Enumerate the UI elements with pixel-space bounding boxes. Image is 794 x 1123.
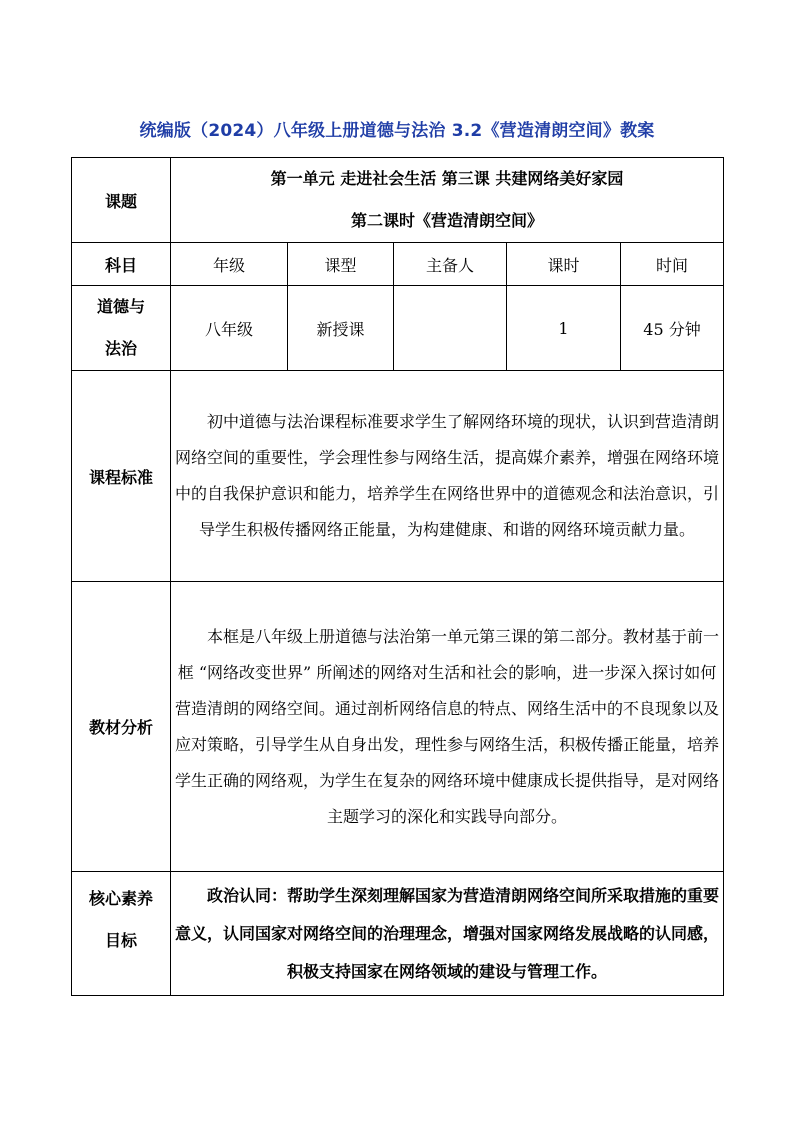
lesson-topic-line-1: 第一单元 走进社会生活 第三课 共建网络美好家园: [270, 169, 624, 188]
value-subject-line-2: 法治: [104, 339, 137, 358]
lesson-plan-table: [71, 157, 724, 996]
header-duration: 时间: [621, 243, 724, 286]
curriculum-standard-label: 课程标准: [72, 371, 171, 582]
core-literacy-label: [72, 872, 171, 996]
header-grade: 年级: [171, 243, 288, 286]
core-literacy-text: 政治认同：帮助学生深刻理解国家为营造清朗网络空间所采取措施的重要意义，认同国家对网络空间的治理理念，增强对国家网络发展战略的认同感，积极支持国家在网络领域的建设与管理工作。: [171, 872, 724, 996]
value-subject: [72, 286, 171, 371]
lesson-topic-value: [171, 158, 724, 243]
lesson-topic-line-2: 第二课时《营造清朗空间》: [351, 211, 544, 230]
core-literacy-label-line-2: 目标: [104, 931, 137, 950]
value-grade: 八年级: [171, 286, 288, 371]
value-preparer: [394, 286, 507, 371]
header-periods: 课时: [507, 243, 621, 286]
document-title: 统编版（2024）八年级上册道德与法治 3.2《营造清朗空间》教案: [139, 121, 655, 141]
value-type: 新授课: [288, 286, 394, 371]
textbook-analysis-row: [72, 582, 724, 872]
info-value-row: [72, 286, 724, 371]
value-duration: 45 分钟: [621, 286, 724, 371]
value-periods: 1: [507, 286, 621, 371]
core-literacy-label-line-1: 核心素养: [88, 889, 153, 908]
core-literacy-row: [72, 872, 724, 996]
curriculum-standard-row: [72, 371, 724, 582]
textbook-analysis-text: 本框是八年级上册道德与法治第一单元第三课的第二部分。教材基于前一框 “网络改变世界” 所阐述的网络对生活和社会的影响，进一步深入探讨如何营造清朗的网络空间。通过剖析网络信息的特点、网络生活中的不良现象以及应对策略，引导学生从自身出发，理性参与网络生活，积极传播正能量，培养学生正确的网络观，为学生在复杂的网络环境中健康成长提供指导，是对网络主题学习的深化和实践导向部分。: [171, 582, 724, 872]
value-subject-line-1: 道德与: [96, 297, 145, 316]
curriculum-standard-text: 初中道德与法治课程标准要求学生了解网络环境的现状，认识到营造清朗网络空间的重要性，学会理性参与网络生活，提高媒介素养，增强在网络环境中的自我保护意识和能力，培养学生在网络世界中的道德观念和法治意识，引导学生积极传播网络正能量，为构建健康、和谐的网络环境贡献力量。: [171, 371, 724, 582]
textbook-analysis-label: 教材分析: [72, 582, 171, 872]
info-header-row: [72, 243, 724, 286]
lesson-topic-label: 课题: [72, 158, 171, 243]
header-preparer: 主备人: [394, 243, 507, 286]
lesson-topic-row: [72, 158, 724, 243]
header-type: 课型: [288, 243, 394, 286]
header-subject: 科目: [72, 243, 171, 286]
